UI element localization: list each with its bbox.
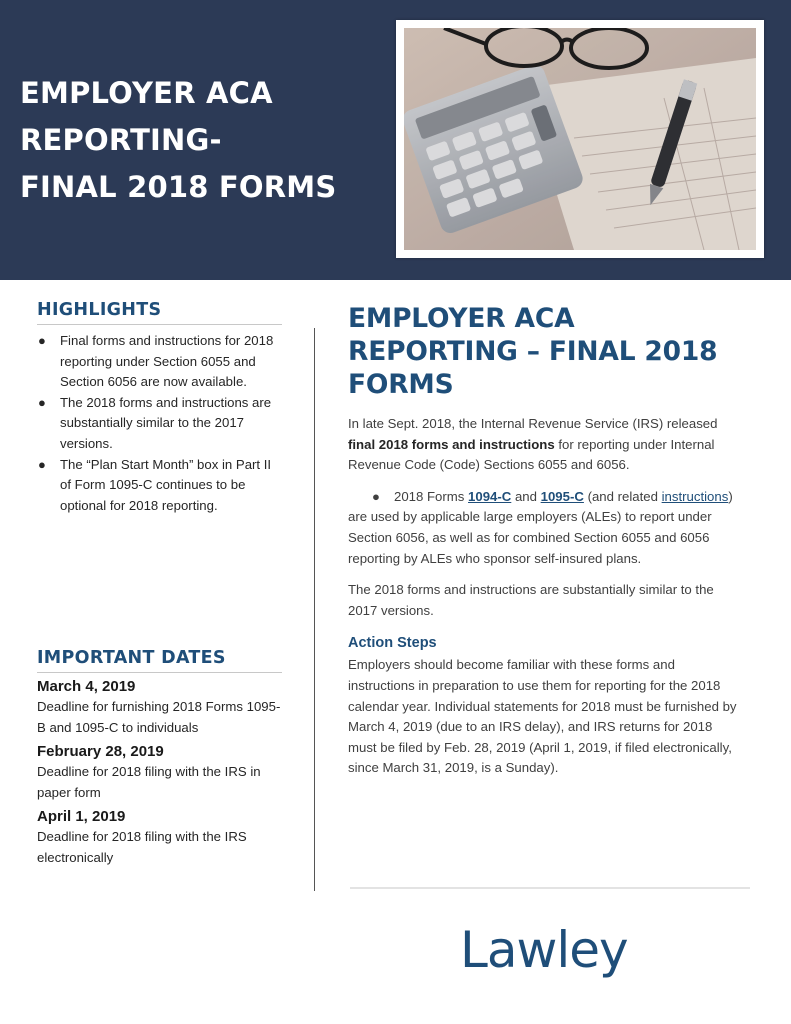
header-banner (0, 0, 791, 280)
bullet-text: 2018 Forms (394, 488, 469, 504)
bullet-text: (and related (583, 488, 662, 504)
highlights-section (37, 300, 282, 516)
intro-bold: final 2018 forms and instructions (348, 436, 555, 452)
article-title: EMPLOYER ACA REPORTING – FINAL 2018 FORMS (348, 303, 718, 400)
date-item (37, 677, 282, 738)
list-item (37, 331, 282, 393)
important-dates-section (37, 648, 282, 868)
bullet-icon: ● (38, 456, 46, 472)
list-item (37, 455, 282, 517)
forms-bullet-paragraph (348, 487, 743, 569)
similar-paragraph: The 2018 forms and instructions are substantially similar to the 2017 versions. (348, 582, 714, 618)
bullet-icon: ● (372, 488, 380, 504)
date-item (37, 807, 282, 868)
action-steps-paragraph: Employers should become familiar with these forms and instructions in preparation to use them for reporting for the 2018 calendar year. Individual statements for 2018 must be furnished by March 4, 2019 (due to an IRS delay), and IRS returns for 2018 must be filed by Feb. 28, 2019 (April 1, 2019, if filed electronically, since March 31, 2019, is a Sunday). (348, 657, 737, 776)
column-divider (314, 328, 315, 891)
banner-title-line: REPORTING- (20, 123, 222, 157)
highlights-list (37, 331, 282, 516)
intro-paragraph (348, 414, 743, 476)
intro-text: In late Sept. 2018, the Internal Revenue Service (IRS) released (348, 416, 718, 431)
banner-title-line: FINAL 2018 FORMS (20, 170, 337, 204)
footer-divider (350, 887, 750, 889)
highlight-text: Final forms and instructions for 2018 reporting under Section 6055 and Section 6056 are now available. (60, 333, 274, 390)
banner-title-line: EMPLOYER ACA (20, 76, 273, 110)
link-1095-c[interactable]: 1095-C (540, 488, 584, 504)
list-item (37, 393, 282, 455)
date-description: Deadline for 2018 filing with the IRS in paper form (37, 764, 261, 800)
important-dates-heading: IMPORTANT DATES (37, 648, 282, 673)
calculator-glasses-pen-photo (404, 28, 756, 250)
main-article (348, 302, 743, 790)
bullet-icon: ● (38, 333, 46, 348)
lawley-logo: Lawley (460, 921, 628, 979)
banner-title (20, 70, 380, 211)
bullet-text: and (511, 488, 541, 504)
bullet-text: ) are used by applicable large employers (ALEs) to report under Section 6056, as well as for combined Section 6055 and 6056 reporting by ALEs who sponsor self-insured plans. (348, 488, 733, 566)
date-label: February 28, 2019 (37, 743, 164, 760)
header-photo-frame (396, 20, 764, 258)
date-description: Deadline for 2018 filing with the IRS electronically (37, 829, 247, 865)
date-description: Deadline for furnishing 2018 Forms 1095-B and 1095-C to individuals (37, 699, 281, 735)
date-item (37, 742, 282, 803)
intro-text: for reporting under Internal Revenue Code (Code) Sections 6055 and 6056. (348, 436, 715, 473)
highlight-text: The 2018 forms and instructions are substantially similar to the 2017 versions. (60, 394, 272, 451)
bullet-icon: ● (38, 394, 46, 410)
date-label: March 4, 2019 (37, 678, 136, 695)
link-instructions[interactable]: instructions (661, 488, 729, 504)
highlights-heading: HIGHLIGHTS (37, 300, 282, 325)
highlight-text: The “Plan Start Month” box in Part II of Form 1095-C continues to be optional for 2018 reporting. (60, 456, 272, 513)
action-steps-heading: Action Steps (348, 635, 437, 652)
link-1094-c[interactable]: 1094-C (468, 488, 512, 504)
date-label: April 1, 2019 (37, 808, 126, 825)
